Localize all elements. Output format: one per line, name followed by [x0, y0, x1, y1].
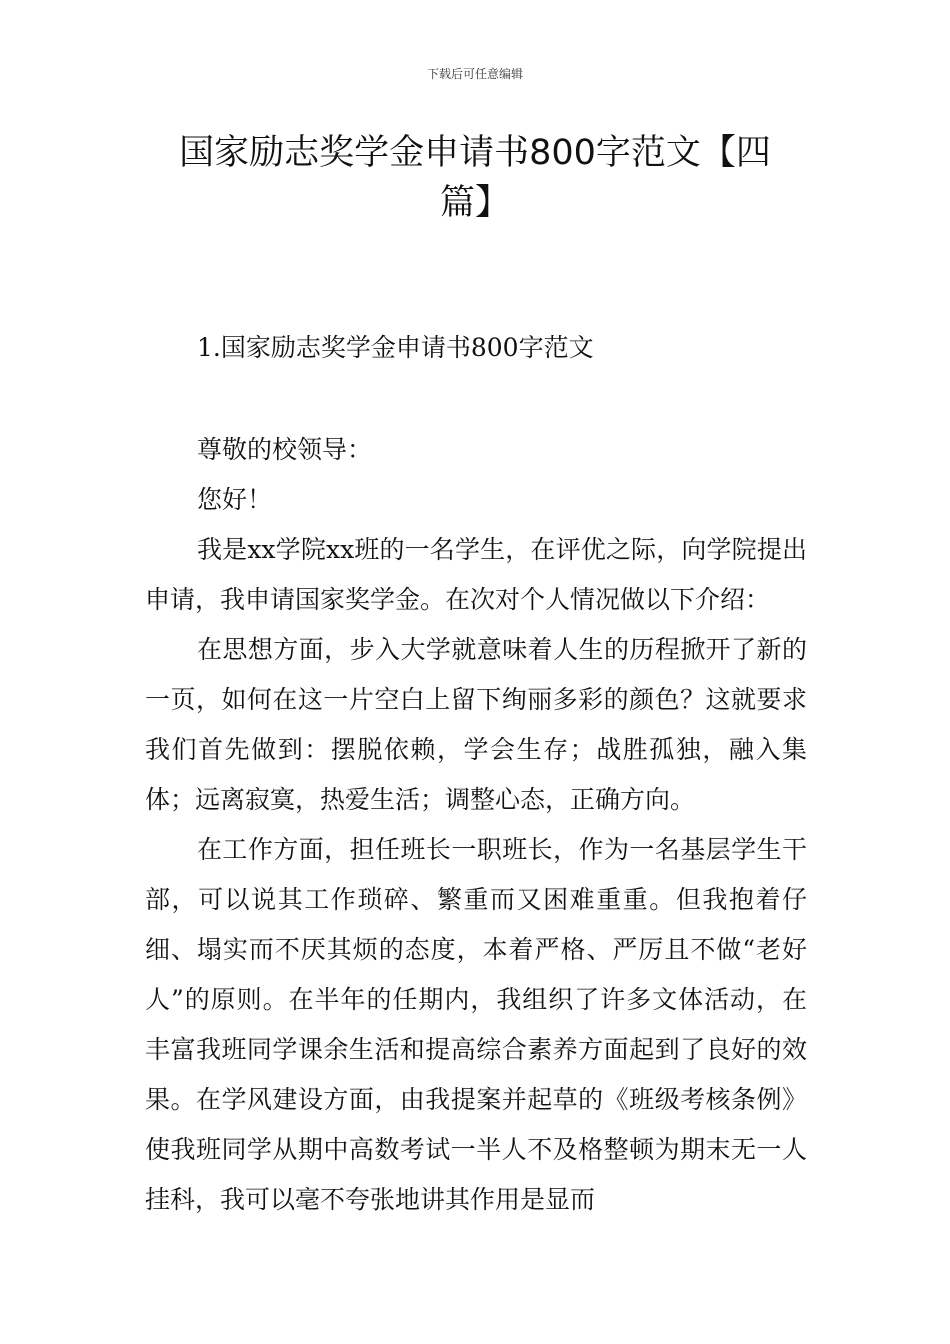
- salutation: 尊敬的校领导：: [197, 435, 373, 464]
- section-heading: 1.国家励志奖学金申请书800字范文: [197, 333, 594, 362]
- document-title: 国家励志奖学金申请书800字范文【四篇】: [179, 133, 771, 223]
- paragraph-intro: 我是xx学院xx班的一名学生，在评优之际，向学院提出申请，我申请国家奖学金。在次对个人情况做以下介绍：: [145, 535, 807, 614]
- paragraph-work: 在工作方面，担任班长一职班长，作为一名基层学生干部，可以说其工作琐碎、繁重而又困难重重。但我抱着仔细、塌实而不厌其烦的态度，本着严格、严厉且不做“老好人”的原则。在半年的任期内，我组织了许多文体活动，在丰富我班同学课余生活和提高综合素养方面起到了良好的效果。在学风建设方面，由我提案并起草的《班级考核条例》使我班同学从期中高数考试一半人不及格整顿为期末无一人挂科，我可以毫不夸张地讲其作用是显而: [145, 835, 807, 1214]
- paragraph-thought: 在思想方面，步入大学就意味着人生的历程掀开了新的一页，如何在这一片空白上留下绚丽多彩的颜色？这就要求我们首先做到：摆脱依赖，学会生存；战胜孤独，融入集体；远离寂寞，热爱生活；调整心态，正确方向。: [145, 635, 807, 814]
- header-note: 下载后可任意编辑: [426, 67, 523, 81]
- document-body: [145, 323, 807, 1225]
- greeting: 您好！: [197, 485, 273, 514]
